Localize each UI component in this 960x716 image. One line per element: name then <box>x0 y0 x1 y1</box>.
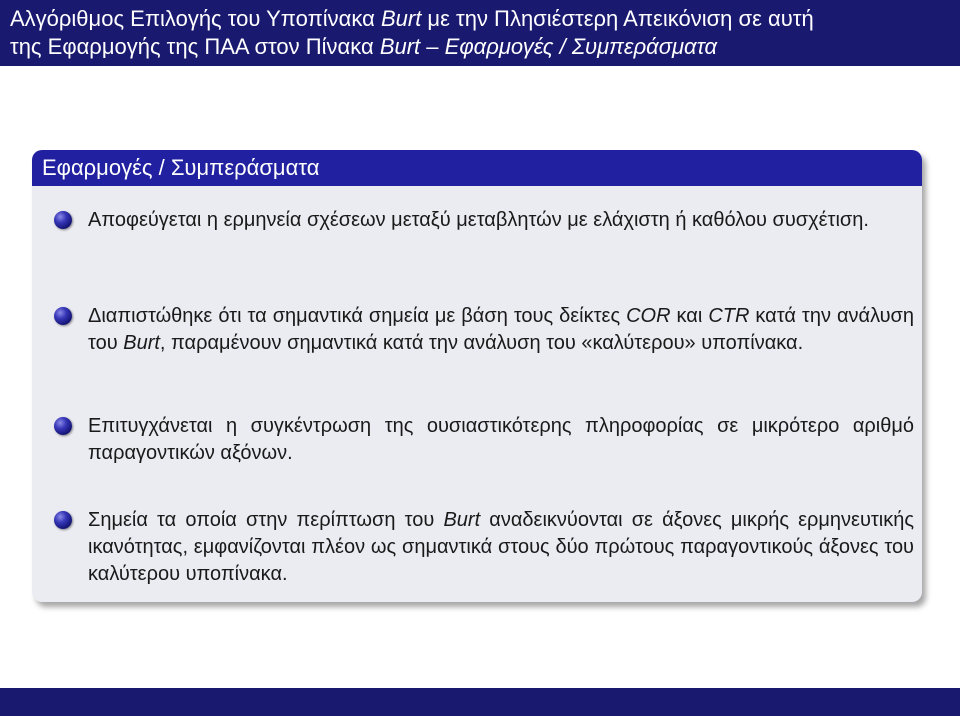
slide-title-line-2: της Εφαρμογής της ΠΑΑ στον Πίνακα Burt – Εφαρμογές / Συμπεράσματα <box>10 34 718 59</box>
bullet-ball-icon <box>54 211 72 229</box>
slide-title <box>0 0 960 66</box>
list-item: Αποφεύγεται η ερμηνεία σχέσεων μεταξύ μεταβλητών με ελάχιστη ή καθόλου συσχέτιση. <box>54 207 914 234</box>
conclusions-block <box>32 150 922 602</box>
bullet-ball-icon <box>54 511 72 529</box>
bullet-ball-icon <box>54 307 72 325</box>
list-item: Σημεία τα οποία στην περίπτωση του Burt αναδεικνύονται σε άξονες μικρής ερμηνευτικής ικανότητας, εμφανίζονται πλέον ως σημαντικά στους δύο πρώτους παραγοντικούς άξονες του καλύτερου υποπίνακα. <box>54 507 914 588</box>
list-item: Επιτυγχάνεται η συγκέντρωση της ουσιαστικότερης πληροφορίας σε μικρότερο αριθμό παραγοντικών αξόνων. <box>54 413 914 467</box>
list-item: Διαπιστώθηκε ότι τα σημαντικά σημεία με βάση τους δείκτες COR και CTR κατά την ανάλυση του Burt, παραμένουν σημαντικά κατά την ανάλυση του «καλύτερου» υποπίνακα. <box>54 303 914 357</box>
footer-bar <box>0 688 960 716</box>
slide-title-line-1: Αλγόριθμος Επιλογής του Υποπίνακα Burt με την Πλησιέστερη Απεικόνιση σε αυτή <box>10 6 814 31</box>
block-header: Εφαρμογές / Συμπεράσματα <box>32 150 922 186</box>
bullet-ball-icon <box>54 417 72 435</box>
